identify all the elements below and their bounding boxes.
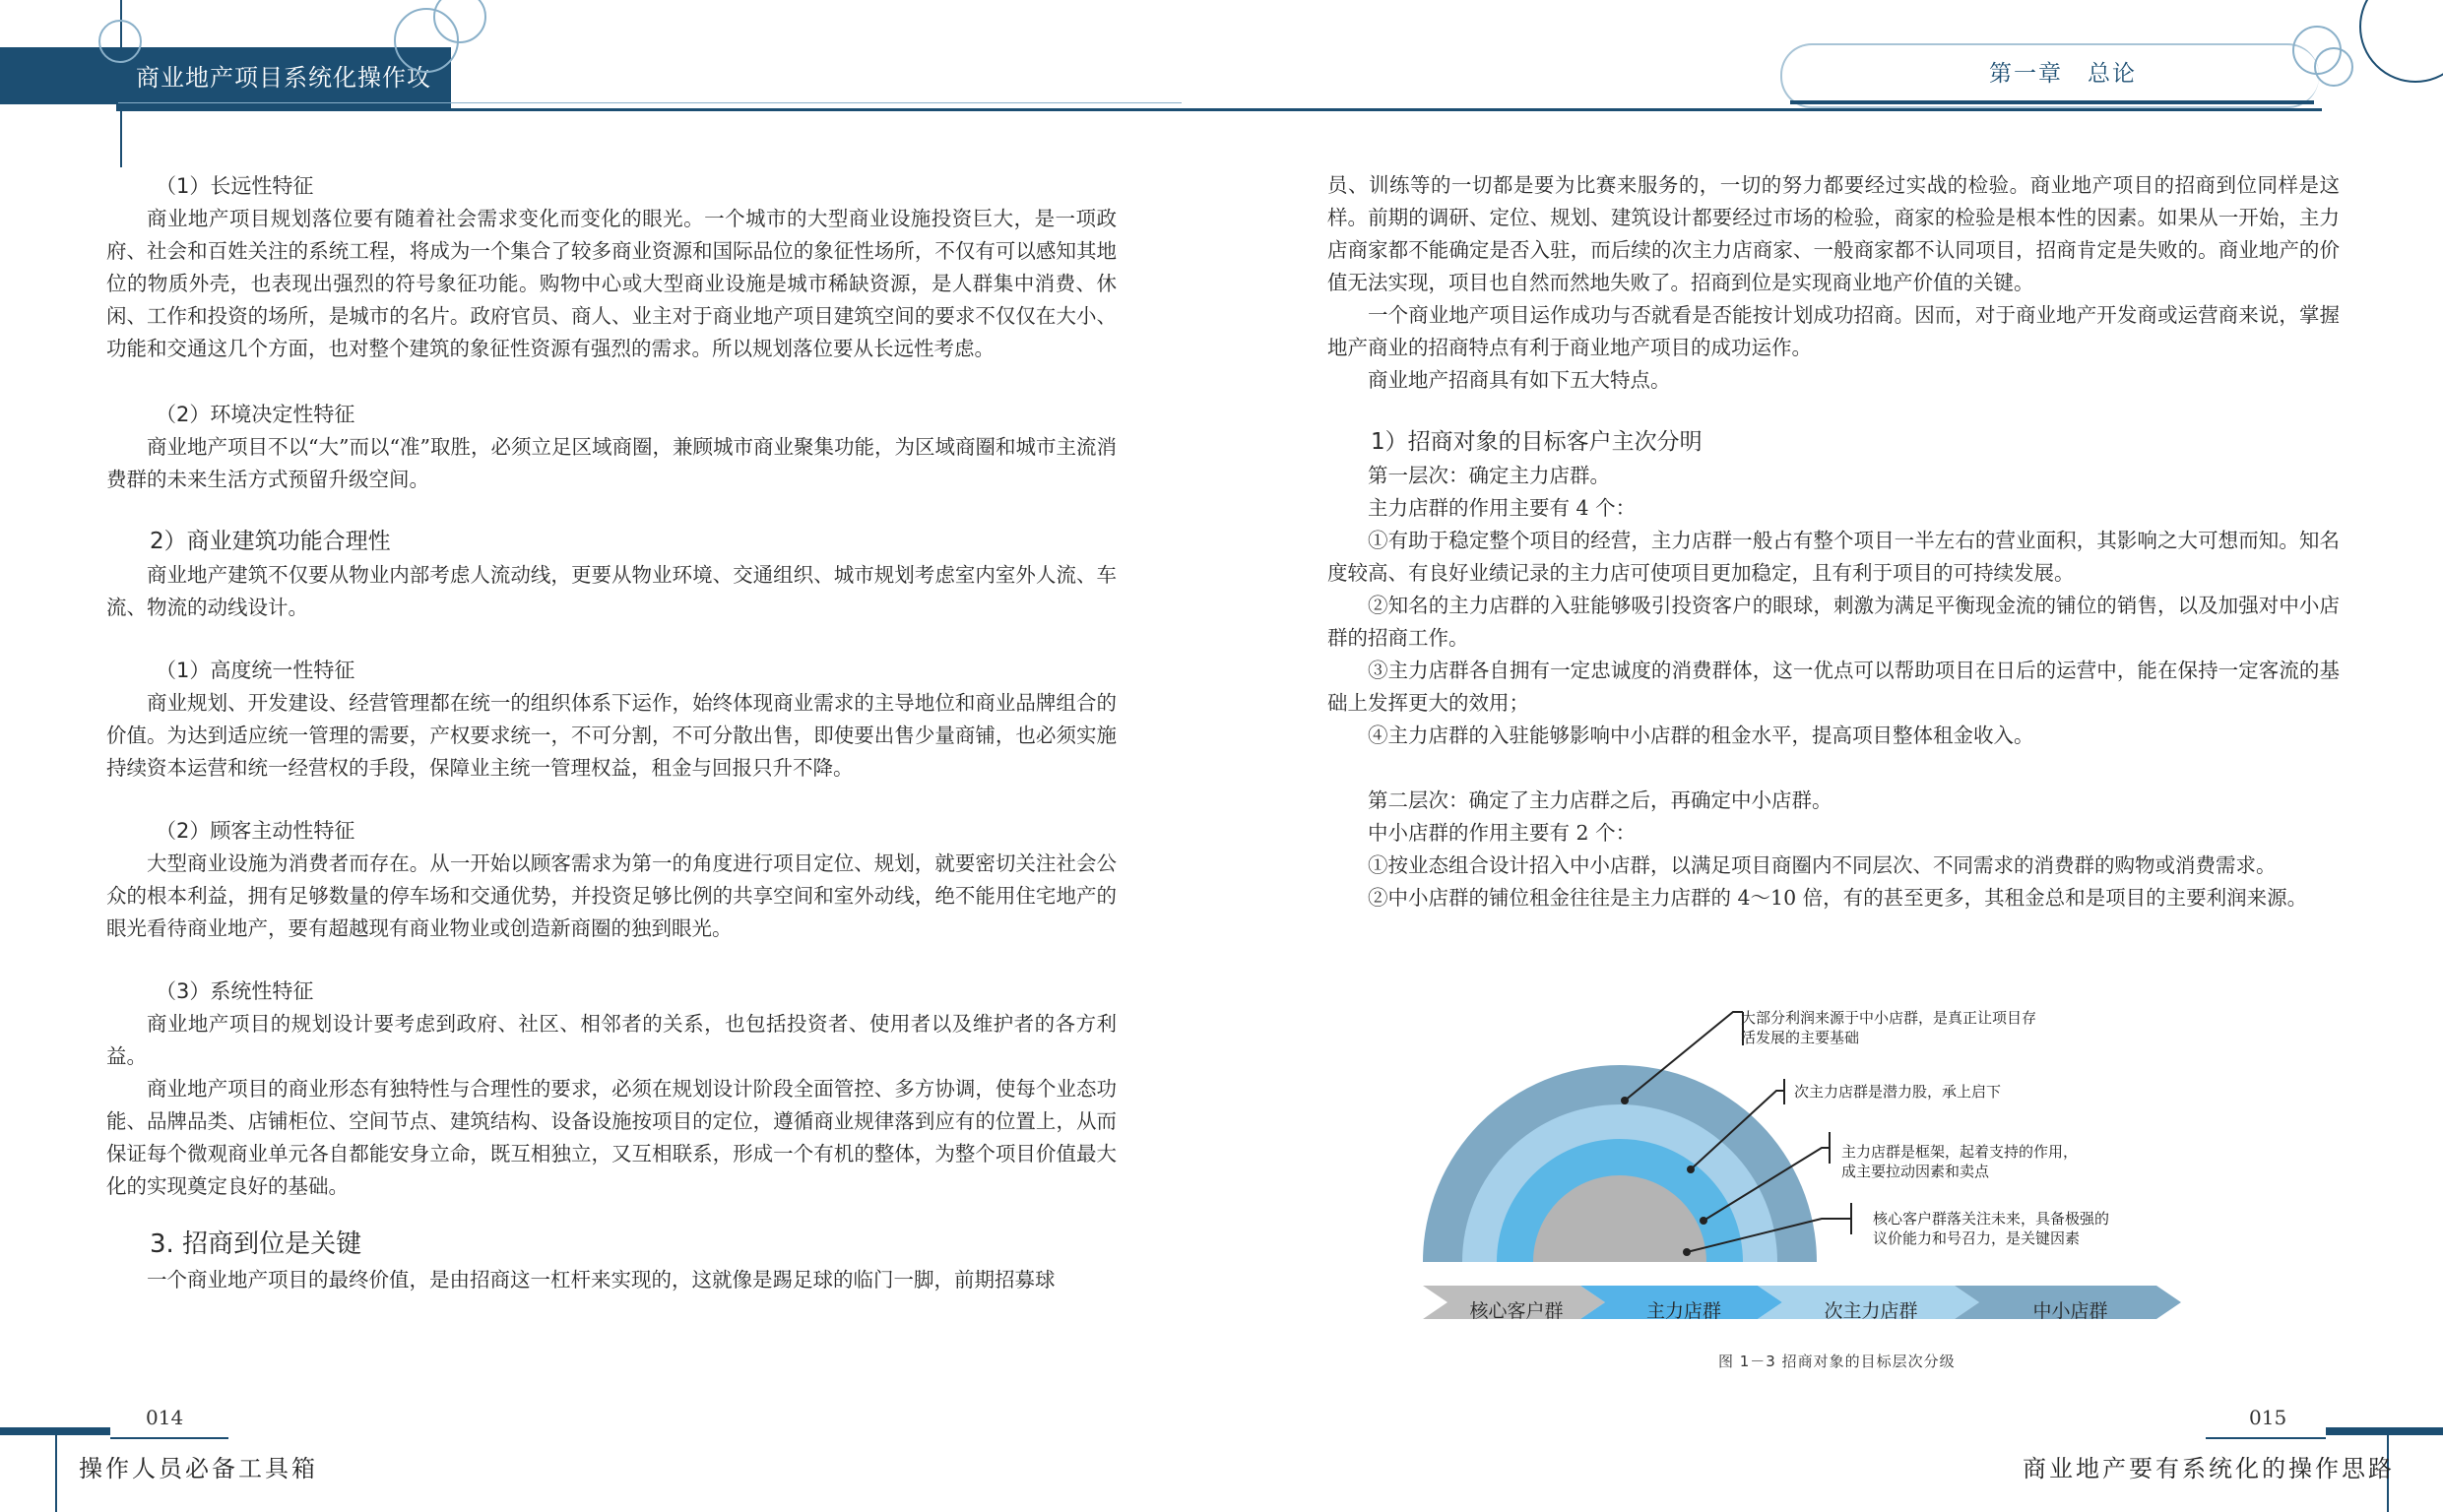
note-line: 议价能力和号召力，是关键因素 — [1873, 1229, 2081, 1247]
header-decor-circle — [2314, 47, 2353, 87]
diagram-note-core — [1873, 1209, 2109, 1248]
note-line: 主力店群是框架，起着支持的作用， — [1841, 1143, 2079, 1161]
arrow-label-sub-anchor: 次主力店群 — [1824, 1300, 1918, 1322]
list-line: 中小店群的作用主要有 2 个： — [1368, 821, 1637, 845]
book-title: 商业地产项目系统化操作攻略 — [116, 47, 451, 108]
section-heading: （1）长远性特征 — [156, 174, 314, 198]
footer-text-left: 操作人员必备工具箱 — [79, 1455, 318, 1482]
header-thin-rule — [118, 102, 1182, 103]
note-line: 核心客户群落关注未来，具备极强的 — [1873, 1210, 2110, 1228]
list-line: 第二层次：确定了主力店群之后，再确定中小店群。 — [1368, 788, 1832, 812]
footer-text-right: 商业地产要有系统化的操作思路 — [2023, 1455, 2395, 1482]
page-number-right: 015 — [2249, 1406, 2287, 1429]
list-line: ①按业态组合设计招入中小店群，以满足项目商圈内不同层次、不同需求的消费群的购物或消费需求。 — [1368, 853, 2277, 877]
chapter-title: 第一章 总论 — [1989, 61, 2137, 87]
footer-bar-right — [2326, 1427, 2443, 1435]
leader-dot — [1700, 1217, 1707, 1225]
header-decor-circle — [98, 20, 142, 63]
list-line: 第一层次：确定主力店群。 — [1368, 464, 1610, 487]
diagram-note-small-shops — [1741, 1008, 2036, 1047]
footer-bar-left — [0, 1427, 110, 1435]
section-heading: 2）商业建筑功能合理性 — [150, 529, 391, 554]
list-line: ③主力店群各自拥有一定忠诚度的消费群体，这一优点可以帮助项目在日后的运营中，能在保持一定客流的基础上发挥更大的效用； — [1327, 659, 2340, 715]
header-rule — [116, 108, 2322, 111]
list-line: ①有助于稳定整个项目的经营，主力店群一般占有整个项目一半左右的营业面积，其影响之大可想而知。知名度较高、有良好业绩记录的主力店可使项目更加稳定，且有利于项目的可持续发展。 — [1327, 529, 2340, 585]
list-line: ②中小店群的铺位租金往往是主力店群的 4～10 倍，有的甚至更多，其租金总和是项目的主要利润来源。 — [1368, 886, 2308, 910]
right-page-body — [1327, 169, 2340, 914]
header-bar — [0, 47, 116, 104]
figure-caption: 图 1－3 招商对象的目标层次分级 — [1718, 1353, 1956, 1370]
footer-rule-right — [2206, 1437, 2326, 1439]
leader-dot — [1687, 1166, 1695, 1173]
paragraph: 商业地产招商具有如下五大特点。 — [1368, 368, 1671, 392]
arrow-label-core: 核心客户群 — [1469, 1300, 1564, 1322]
section-heading: 1）招商对象的目标客户主次分明 — [1371, 429, 1703, 455]
leader-dot — [1621, 1097, 1629, 1104]
leader-dot — [1683, 1248, 1691, 1256]
target-tier-diagram — [1408, 994, 2235, 1378]
paragraph: 商业地产项目的商业形态有独特性与合理性的要求，必须在规划设计阶段全面管控、多方协调，使每个业态功能、品牌品类、店铺柜位、空间节点、建筑结构、设备设施按项目的定位，遵循商业规律落到应有的位置上，从而保证每个微观商业单元各自都能安身立命，既互相独立，又互相联系，形成一个有机的整体，为整个项目价值最大化的实现奠定良好的基础。 — [106, 1077, 1117, 1198]
page-number-left: 014 — [146, 1406, 184, 1429]
paragraph: 大型商业设施为消费者而存在。从一开始以顾客需求为第一的角度进行项目定位、规划，就要密切关注社会公众的根本利益，拥有足够数量的停车场和交通优势，并投资足够比例的共享空间和室外动线，绝不能用住宅地产的眼光看待商业地产，要有超越现有商业物业或创造新商圈的独到眼光。 — [106, 851, 1117, 940]
section-heading: 3. 招商到位是关键 — [150, 1229, 362, 1259]
section-heading: （3）系统性特征 — [156, 979, 314, 1003]
paragraph: 一个商业地产项目的最终价值，是由招商这一杠杆来实现的，这就像是踢足球的临门一脚，前期招募球 — [147, 1268, 1056, 1292]
section-heading: （2）顾客主动性特征 — [156, 819, 355, 843]
arrow-label-small-shops: 中小店群 — [2032, 1300, 2108, 1322]
paragraph: 一个商业地产项目运作成功与否就看是否能按计划成功招商。因而，对于商业地产开发商或运营商来说，掌握地产商业的招商特点有利于商业地产项目的成功运作。 — [1327, 303, 2340, 359]
list-line: 主力店群的作用主要有 4 个： — [1368, 496, 1637, 520]
note-line: 活发展的主要基础 — [1741, 1029, 1860, 1046]
diagram-note-sub-anchor: 次主力店群是潜力股，承上启下 — [1794, 1083, 2002, 1101]
note-line: 大部分利润来源于中小店群，是真正让项目存 — [1741, 1009, 2037, 1027]
list-line: ④主力店群的入驻能够影响中小店群的租金水平，提高项目整体租金收入。 — [1368, 724, 2034, 747]
paragraph: 员、训练等的一切都是要为比赛来服务的，一切的努力都要经过实战的检验。商业地产项目的招商到位同样是这样。前期的调研、定位、规划、建筑设计都要经过市场的检验，商家的检验是根本性的因素。如果从一开始，主力店商家都不能确定是否入驻，而后续的次主力店商家、一般商家都不认同项目，招商肯定是失败的。商业地产的价值无法实现，项目也自然而然地失败了。招商到位是实现商业地产价值的关键。 — [1327, 173, 2340, 294]
paragraph: 商业地产项目不以“大”而以“准”取胜，必须立足区域商圈，兼顾城市商业聚集功能，为区域商圈和城市主流消费群的未来生活方式预留升级空间。 — [106, 435, 1117, 491]
arrow-label-anchor: 主力店群 — [1645, 1300, 1721, 1322]
chapter-underline — [1790, 100, 2314, 104]
section-heading: （2）环境决定性特征 — [156, 403, 355, 426]
paragraph: 商业地产项目的规划设计要考虑到政府、社区、相邻者的关系，也包括投资者、使用者以及维护者的各方利益。 — [106, 1012, 1117, 1068]
header-decor-circle — [2359, 0, 2443, 83]
footer-vertical-rule-left — [55, 1435, 57, 1512]
paragraph: 商业规划、开发建设、经营管理都在统一的组织体系下运作，始终体现商业需求的主导地位和商业品牌组合的价值。为达到适应统一管理的需要，产权要求统一，不可分割，不可分散出售，即使要出售少量商铺，也必须实施持续资本运营和统一经营权的手段，保障业主统一管理权益，租金与回报只升不降。 — [106, 691, 1117, 780]
section-heading: （1）高度统一性特征 — [156, 659, 355, 682]
left-page-body — [106, 169, 1117, 1296]
paragraph: 商业地产建筑不仅要从物业内部考虑人流动线，更要从物业环境、交通组织、城市规划考虑室内室外人流、车流、物流的动线设计。 — [106, 563, 1117, 619]
footer-rule-left — [110, 1437, 228, 1439]
note-line: 成主要拉动因素和卖点 — [1841, 1163, 1990, 1180]
list-line: ②知名的主力店群的入驻能够吸引投资客户的眼球，刺激为满足平衡现金流的铺位的销售，以及加强对中小店群的招商工作。 — [1327, 594, 2340, 650]
diagram-note-anchor — [1841, 1142, 2078, 1181]
paragraph: 商业地产项目规划落位要有随着社会需求变化而变化的眼光。一个城市的大型商业设施投资巨大，是一项政府、社会和百姓关注的系统工程，将成为一个集合了较多商业资源和国际品位的象征性场所，不仅有可以感知其地位的物质外壳，也表现出强烈的符号象征功能。购物中心或大型商业设施是城市稀缺资源，是人群集中消费、休闲、工作和投资的场所，是城市的名片。政府官员、商人、业主对于商业地产项目建筑空间的要求不仅仅在大小、功能和交通这几个方面，也对整个建筑的象征性资源有强烈的需求。所以规划落位要从长远性考虑。 — [106, 207, 1117, 360]
